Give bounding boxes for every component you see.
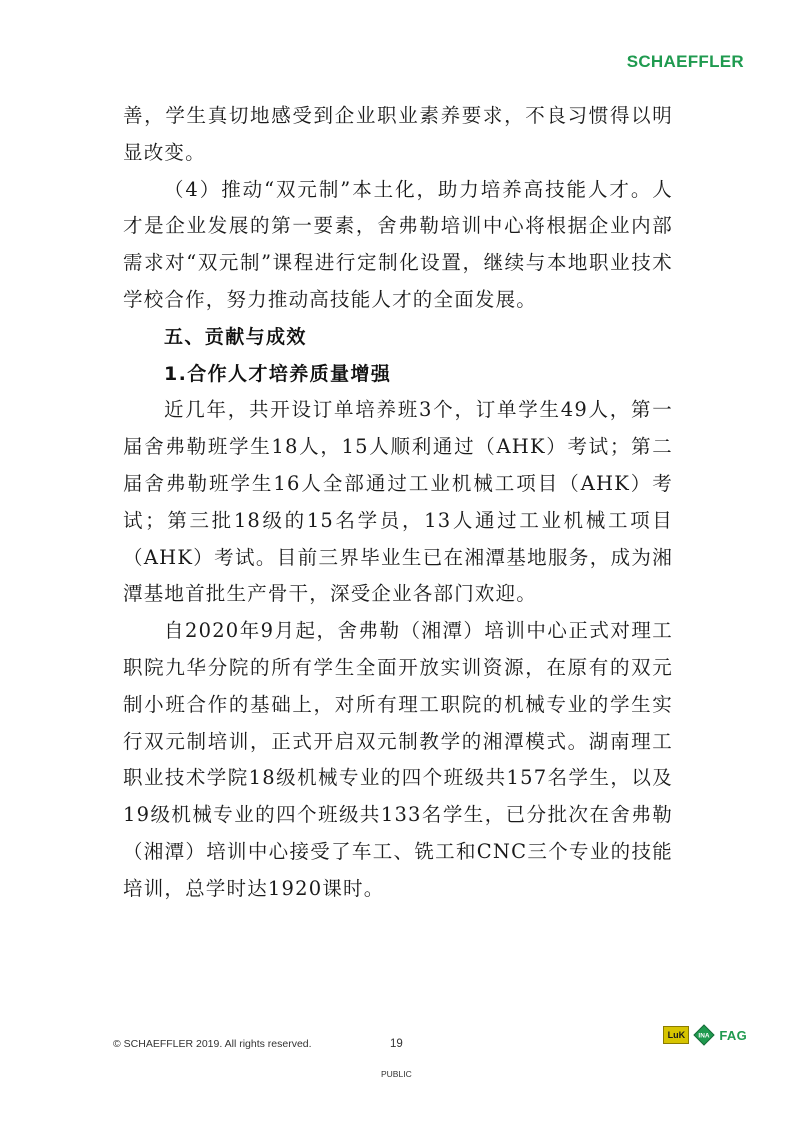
ina-logo-text: INA: [698, 1032, 710, 1040]
paragraph-training-results: 近几年，共开设订单培养班3个，订单学生49人，第一届舍弗勒班学生18人，15人顺利通过（AHK）考试；第二届舍弗勒班学生16人全部通过工业机械工项目（AHK）考试；第三批18级的15名学员，13人通过工业机械工项目（AHK）考试。目前三界毕业生已在湘潭基地服务，成为湘潭基地首批生产骨干，深受企业各部门欢迎。: [123, 398, 673, 606]
ina-logo: [693, 1024, 715, 1046]
document-body: [123, 98, 673, 908]
page-number: 19: [390, 1038, 403, 1050]
section-heading: 五、贡献与成效: [164, 325, 307, 348]
paragraph-continuation: 善，学生真切地感受到企业职业素养要求，不良习惯得以明显改变。: [123, 104, 673, 164]
luk-logo: LuK: [663, 1026, 689, 1044]
paragraph-xiangtan-model: 自2020年9月起，舍弗勒（湘潭）培训中心正式对理工职院九华分院的所有学生全面开放实训资源，在原有的双元制小班合作的基础上，对所有理工职院的机械专业的学生实行双元制培训，正式开启双元制教学的湘潭模式。湖南理工职业技术学院18级机械专业的四个班级共157名学生，以及19级机械专业的四个班级共133名学生，已分批次在舍弗勒（湘潭）培训中心接受了车工、铣工和CNC三个专业的技能培训，总学时达1920课时。: [123, 619, 673, 900]
paragraph-dual-system: （4）推动“双元制”本土化，助力培养高技能人才。人才是企业发展的第一要素，舍弗勒培训中心将根据企业内部需求对“双元制”课程进行定制化设置，继续与本地职业技术学校合作，努力推动高技能人才的全面发展。: [123, 177, 673, 311]
ina-diamond-icon: [693, 1024, 715, 1046]
sub-heading: 1.合作人才培养质量增强: [164, 362, 392, 385]
fag-logo: FAG: [719, 1027, 747, 1043]
copyright-notice: © SCHAEFFLER 2019. All rights reserved.: [113, 1038, 312, 1050]
schaeffler-logo: SCHAEFFLER: [626, 52, 744, 71]
classification-label: PUBLIC: [381, 1069, 412, 1079]
sub-brand-logos: [663, 1024, 747, 1046]
